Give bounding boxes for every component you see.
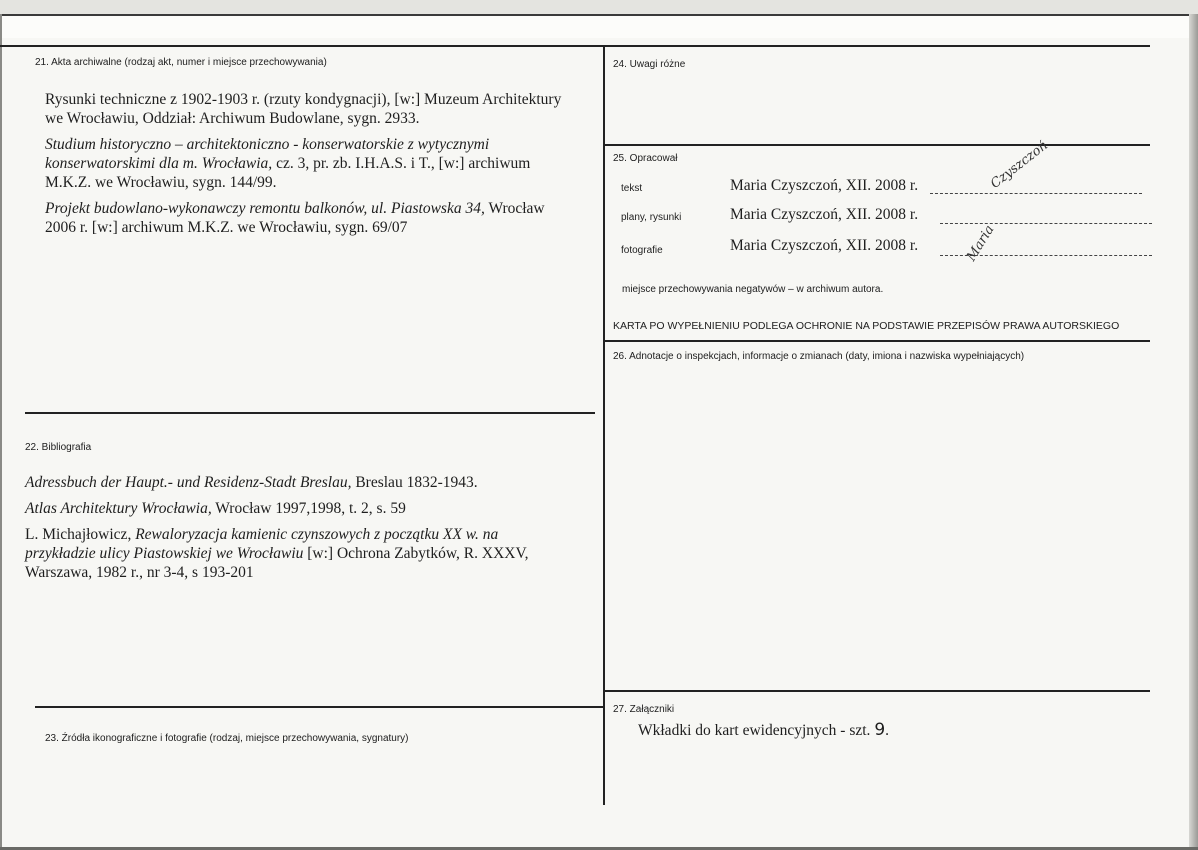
top-rule	[0, 45, 1150, 47]
rule-25-26	[605, 340, 1150, 342]
section-24-label: 24. Uwagi różne	[613, 59, 686, 70]
section-23-label: 23. Źródła ikonograficzne i fotografie (rodzaj, miejsce przechowywania, sygnatury)	[45, 733, 409, 744]
scan-top-margin	[0, 0, 1198, 14]
bibliography-entry: Atlas Architektury Wrocławia, Wrocław 1997,1998, t. 2, s. 59	[25, 500, 406, 517]
negatives-location: miejsce przechowywania negatywów – w archiwum autora.	[622, 284, 884, 295]
author-row-text	[603, 177, 1153, 197]
author-value: Maria Czyszczoń, XII. 2008 r.	[730, 237, 919, 254]
author-value: Maria Czyszczoń, XII. 2008 r.	[730, 206, 919, 223]
rule-26-27	[605, 690, 1150, 692]
bibliography-entry: Adressbuch der Haupt.- und Residenz-Stadt Breslau, Breslau 1832-1943.	[25, 474, 478, 491]
signature-surname: Czyszczoń	[988, 138, 1051, 192]
card-right-edge	[1189, 14, 1198, 850]
author-role: tekst	[621, 183, 643, 194]
card-left-edge	[0, 14, 2, 850]
section-22-content	[25, 473, 570, 582]
section-27-label: 27. Załączniki	[613, 704, 675, 715]
bibliography-entry: L. Michajłowicz, Rewaloryzacja kamienic czynszowych z początku XX w. na przykładzie ulicy Piastowskiej we Wrocławiu [w:] Ochrona Zabytków, R. XXXV, Warszawa, 1982 r., nr 3-4, s 193-201	[25, 526, 529, 581]
author-role: fotografie	[621, 245, 663, 256]
author-row-photos	[603, 237, 1153, 257]
section-25-label: 25. Opracował	[613, 153, 678, 164]
attachments-suffix: .	[885, 722, 890, 739]
rule-24-25	[605, 144, 1150, 146]
attachments-count: 9	[874, 720, 886, 740]
section-22-label: 22. Bibliografia	[25, 442, 92, 453]
signature-line	[940, 223, 1152, 224]
card-header-band	[0, 16, 1198, 38]
author-role: plany, rysunki	[621, 212, 682, 223]
section-21-label: 21. Akta archiwalne (rodzaj akt, numer i miejsce przechowywania)	[35, 57, 327, 68]
archive-entry: Studium historyczno – architektoniczno - konserwatorskie z wytycznymi konserwatorskimi dla m. Wrocławia, cz. 3, pr. zb. I.H.A.S. i T., [w:] archiwum M.K.Z. we Wrocławiu, sygn. 144/99.	[45, 136, 531, 191]
copyright-notice: KARTA PO WYPEŁNIENIU PODLEGA OCHRONIE NA PODSTAWIE PRZEPISÓW PRAWA AUTORSKIEGO	[613, 320, 1120, 332]
attachments-line	[638, 721, 889, 740]
author-value: Maria Czyszczoń, XII. 2008 r.	[730, 177, 919, 194]
section-21-content	[45, 90, 565, 237]
section-26-label: 26. Adnotacje o inspekcjach, informacje o zmianach (daty, imiona i nazwiska wypełniających)	[613, 351, 1025, 362]
signature-firstname: Maria	[964, 222, 998, 264]
attachments-text: Wkładki do kart ewidencyjnych - szt.	[638, 722, 871, 739]
signature-line	[930, 193, 1142, 194]
archive-entry: Projekt budowlano-wykonawczy remontu balkonów, ul. Piastowska 34, Wrocław 2006 r. [w:] archiwum M.K.Z. we Wrocławiu, sygn. 69/07	[45, 200, 545, 236]
rule-21-22	[25, 412, 595, 414]
rule-22-23	[35, 706, 603, 708]
archive-entry: Rysunki techniczne z 1902-1903 r. (rzuty kondygnacji), [w:] Muzeum Architektury we Wrocławiu, Oddział: Archiwum Budowlane, sygn. 2933.	[45, 91, 562, 127]
